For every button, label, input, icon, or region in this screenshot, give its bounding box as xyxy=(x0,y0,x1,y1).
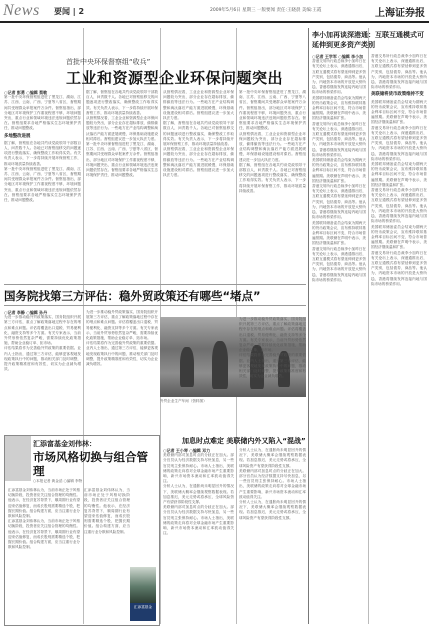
sidebar-headline[interactable]: 李小加再谈深港通：互联互通模式可延伸到更多资产类别 xyxy=(312,31,424,49)
story3-accent-bar xyxy=(5,436,31,481)
story1-column-1 xyxy=(4,90,81,280)
story1-text-a: 第一批中央环保督察组进驻了黑龙江、湖南、江苏、江西、云南、广西、宁夏等八省区，督察期间共受理群众举报案件万余件。督察组指出，部分地区对环境保护工作重视程度不够，环境问题突出，重点行业和领域环境违法违规问题依然存在。督察组要求各地严格落实生态环境保护责任，推动问题整改。 xyxy=(4,95,81,131)
sidebar-byline: ○记者 王学军 ○编辑 李小加 xyxy=(312,54,364,59)
sidebar-text-k: 美国联邦储备委员会结束为期两天的货币政策会议，宣布维持联邦基金利率目标区间不变，符合市场普遍预期。美联储在声明中表示，美国经济继续温和扩张。 xyxy=(371,162,427,187)
sidebar-text-h: 香港交易所行政总裁李小加昨日在有关论坛上表示，深港通推出后，互联互通模式将有望延伸到更多资产类别，包括债券、商品等。他认为，内地资本市场的开放是大势所趋，香港将继续发挥连接内地与国际市场的桥梁作用。 xyxy=(371,54,427,90)
section-label: 要闻 | 2 xyxy=(54,7,85,16)
story1-text-b: 据了解，督察组在各地共约谈党政领导干部数百人，问责数千人。各地已对督察组移交的问题逐项进行整改落实，确保整改工作取得实效。有关负责人表示，下一步将持续开展环保督察工作，推动环境质量持续改善。 xyxy=(4,140,81,166)
story3-byline: ○本报记者 黄金滔 ○编辑 李特 xyxy=(33,479,83,483)
fund-badge: 汇添富基金 xyxy=(130,603,156,621)
sidebar-column-2 xyxy=(371,54,427,622)
story2-text-b: 评估结果将作为完善稳外贸政策的重要依据。业内人士指出，通过第三方评估，能够更客观地发现政策执行中的问题，推动相关部门及时调整，提升政策精准度和有效性，切实为企业减负增效。 xyxy=(4,346,81,372)
story1-byline: ○记者 彭勇 ○编辑 蔡敏 xyxy=(4,90,48,95)
story2-column-1 xyxy=(4,310,81,430)
story2-text-2: 为进一步推动稳外贸政策落实，国务院组织开展第三方评估，重点了解政策落地过程中存在的堵点和难点问题。评估将覆盖出口退税、贸易便利化、融资支持等多个方面。有关专家表示，当前外贸形势依然复杂严峻，需要持续优化政策措施，帮助企业稳订单、拓市场。 xyxy=(86,310,158,341)
sidebar-column-1 xyxy=(312,54,366,622)
column-rule xyxy=(368,28,369,624)
story3-column-2 xyxy=(84,488,130,624)
portrait-photo xyxy=(130,567,156,603)
story1-text-b-2: 据了解，督察组在各地共约谈党政领导干部数百人，问责数千人。各地已对督察组移交的问题逐项进行整改落实，确保整改工作取得实效。有关负责人表示，下一步将持续开展环保督察工作，推动环境质量持续改善。 xyxy=(86,90,158,115)
story1-text-c-2: 从督察情况看，工业企业和资源型企业环保问题较为突出，部分企业存在超标排放、偷排偷放等违法行为。一些地方在产业结构调整和淘汰落后产能方面进展缓慢，环保基础设施建设相对滞后。督察组建议进一步加大执法力度。 xyxy=(163,90,234,121)
photo-caption: 外贸企业生产车间（资料图） xyxy=(160,399,207,403)
sidebar-text-f: 美国联邦储备委员会结束为期两天的货币政策会议，宣布维持联邦基金利率目标区间不变，符合市场普遍预期。美联储在声明中表示，美国经济继续温和扩张。 xyxy=(312,220,366,246)
story3-text: 汇添富基金刘伟林认为，当前市场正处于风格切换阶段，投资者应关注组合管理的均衡性。他表示，在经济复苏背景下，顺周期行业有望迎来估值修复，而成长股则需要精选个股，把握长期价值。组合构建方面，应当注重行业分散和风险控制。 xyxy=(8,488,80,519)
sidebar-subhead: 美联储将货币政策维持不变 xyxy=(371,92,424,98)
story4-text-b: 分析人士认为，在通胀尚未明显回升的情况下，美联储大概率会继续观察数据表现。若加息推迟，美元走势或将承压，全球风险资产有望获得阶段性支撑。 xyxy=(163,484,234,505)
story4-text-2: 美联储内部对加息时点的分歧正在加大。部分官员认为经济数据支持尽快加息，另一些官员则主张保持耐心。市场人士指出，美联储的政策走向将对全球金融市场产生重要影响，新兴市场资本流动和汇率波动值得关注。 xyxy=(163,505,234,536)
story1-headline[interactable]: 工业和资源型企业环保问题突出 xyxy=(66,69,284,87)
story2-rule xyxy=(4,305,306,306)
sidebar-text-j: 香港交易所行政总裁李小加昨日在有关论坛上表示，深港通推出后，互联互通模式将有望延伸到更多资产类别，包括债券、商品等。他认为，内地资本市场的开放是大势所趋，香港将继续发挥连接内地与国际市场的桥梁作用。 xyxy=(371,125,427,161)
story1-kicker: 首批中央环保督察组“收兵” xyxy=(66,58,151,66)
story2-byline: ○记者 李静 ○编辑 孙丹 xyxy=(4,310,48,315)
story2-text-b-2: 评估结果将作为完善稳外贸政策的重要依据。业内人士指出，通过第三方评估，能够更客观地发现政策执行中的问题，推动相关部门及时调整，提升政策精准度和有效性，切实为企业减负增效。 xyxy=(86,341,158,367)
story3-column-1 xyxy=(8,488,80,624)
sidebar-text-e: 香港交易所行政总裁李小加昨日在有关论坛上表示，深港通推出后，互联互通模式将有望延伸到更多资产类别，包括债券、商品等。他认为，内地资本市场的开放是大势所趋，香港将继续发挥连接内地与国际市场的桥梁作用。 xyxy=(312,184,366,220)
story1-text-c-3: 从督察情况看，工业企业和资源型企业环保问题较为突出，部分企业存在超标排放、偷排偷放等违法行为。一些地方在产业结构调整和淘汰落后产能方面进展缓慢，环保基础设施建设相对滞后。督察组建议进一步加大执法力度。 xyxy=(163,147,234,178)
story2-text-b-3: 评估结果将作为完善稳外贸政策的重要依据。业内人士指出，通过第三方评估，能够更客观地发现政策执行中的问题，推动相关部门及时调整，提升政策精准度和有效性，切实为企业减负增效。 xyxy=(239,353,306,379)
story4-text: 美联储内部对加息时点的分歧正在加大。部分官员认为经济数据支持尽快加息，另一些官员则主张保持耐心。市场人士指出，美联储的政策走向将对全球金融市场产生重要影响，新兴市场资本流动和汇率波动值得关注。 xyxy=(163,453,234,484)
story3-headline[interactable]: 市场风格切换与组合管理 xyxy=(33,450,148,478)
header-rule xyxy=(0,21,429,23)
section-divider xyxy=(4,284,306,285)
story1-text-a-cont: 第一批中央环保督察组进驻了黑龙江、湖南、江苏、江西、云南、广西、宁夏等八省区，督察期间共受理群众举报案件万余件。督察组指出，部分地区对环境保护工作重视程度不够，环境问题突出，重点行业和领域环境违法违规问题依然存在。督察组要求各地严格落实生态环境保护责任，推动问题整改。 xyxy=(4,166,81,203)
story1-text-b-4: 据了解，督察组在各地共约谈党政领导干部数百人，问责数千人。各地已对督察组移交的问题逐项进行整改落实，确保整改工作取得实效。有关负责人表示，下一步将持续开展环保督察工作，推动环境质量持续改善。 xyxy=(239,162,306,193)
story1-text-c-4: 从督察情况看，工业企业和资源型企业环保问题较为突出，部分企业存在超标排放、偷排偷放等违法行为。一些地方在产业结构调整和淘汰落后产能方面进展缓慢，环保基础设施建设相对滞后。督察组建议进一步加大执法力度。 xyxy=(239,131,306,162)
story2-text: 为进一步推动稳外贸政策落实，国务院组织开展第三方评估，重点了解政策落地过程中存在的堵点和难点问题。评估将覆盖出口退税、贸易便利化、融资支持等多个方面。有关专家表示，当前外贸形势依然复杂严峻，需要持续优化政策措施，帮助企业稳订单、拓市场。 xyxy=(4,315,81,346)
page-header xyxy=(0,0,429,22)
date-line: 2009年5月6日 星期三 一版要闻 责任:王晓晨 美编:王霞 xyxy=(210,8,322,13)
story4-column-1 xyxy=(163,448,234,624)
story4-text-3: 美联储内部对加息时点的分歧正在加大。部分官员认为经济数据支持尽快加息，另一些官员则主张保持耐心。市场人士指出，美联储的政策走向将对全球金融市场产生重要影响，新兴市场资本流动和汇率波动值得关注。 xyxy=(239,468,306,499)
sidebar-text-d: 美国联邦储备委员会结束为期两天的货币政策会议，宣布维持联邦基金利率目标区间不变，符合市场普遍预期。美联储在声明中表示，美国经济继续温和扩张。 xyxy=(312,158,366,183)
sidebar-text-n: 香港交易所行政总裁李小加昨日在有关论坛上表示，深港通推出后，互联互通模式将有望延伸到更多资产类别，包括债券、商品等。他认为，内地资本市场的开放是大势所趋，香港将继续发挥连接内地与国际市场的桥梁作用。 xyxy=(371,250,427,286)
story1-column-4 xyxy=(239,90,306,280)
story1-text-a-4: 第一批中央环保督察组进驻了黑龙江、湖南、江苏、江西、云南、广西、宁夏等八省区，督察期间共受理群众举报案件万余件。督察组指出，部分地区对环境保护工作重视程度不够，环境问题突出，重点行业和领域环境违法违规问题依然存在。督察组要求各地严格落实生态环境保护责任，推动问题整改。 xyxy=(239,90,306,131)
story2-column-2 xyxy=(86,310,158,430)
column-rule xyxy=(308,28,309,624)
story3-text-3: 汇添富基金刘伟林认为，当前市场正处于风格切换阶段，投资者应关注组合管理的均衡性。他表示，在经济复苏背景下，顺周期行业有望迎来估值修复，而成长股则需要精选个股，把握长期价值。组合构建方面，应当注重行业分散和风险控制。 xyxy=(84,488,130,534)
story1-column-3 xyxy=(163,90,234,280)
story4-text-b-2: 分析人士认为，在通胀尚未明显回升的情况下，美联储大概率会继续观察数据表现。若加息推迟，美元走势或将承压，全球风险资产有望获得阶段性支撑。 xyxy=(239,448,306,468)
story1-subhead: 多地整改进展 xyxy=(4,133,31,139)
sidebar-text-b: 美国联邦储备委员会结束为期两天的货币政策会议，宣布维持联邦基金利率目标区间不变，符合市场普遍预期。美联储在声明中表示，美国经济继续温和扩张。 xyxy=(312,95,366,121)
story1-text-b-3: 据了解，督察组在各地共约谈党政领导干部数百人，问责数千人。各地已对督察组移交的问题逐项进行整改落实，确保整改工作取得实效。有关负责人表示，下一步将持续开展环保督察工作，推动环境质量持续改善。 xyxy=(163,121,234,147)
story4-text-b-3: 分析人士认为，在通胀尚未明显回升的情况下，美联储大概率会继续观察数据表现。若加息推迟，美元走势或将承压，全球风险资产有望获得阶段性支撑。 xyxy=(239,500,306,520)
story1-column-2 xyxy=(86,90,158,280)
story1-text-a-2: 第一批中央环保督察组进驻了黑龙江、湖南、江苏、江西、云南、广西、宁夏等八省区，督察期间共受理群众举报案件万余件。督察组指出，部分地区对环境保护工作重视程度不够，环境问题突出，重点行业和领域环境违法违规问题依然存在。督察组要求各地严格落实生态环境保护责任，推动问题整改。 xyxy=(86,142,158,178)
sidebar-text-m: 美国联邦储备委员会结束为期两天的货币政策会议，宣布维持联邦基金利率目标区间不变，符合市场普遍预期。美联储在声明中表示，美国经济继续温和扩张。 xyxy=(371,224,427,250)
story4-column-2 xyxy=(239,448,306,624)
sidebar-text-i: 美国联邦储备委员会结束为期两天的货币政策会议，宣布维持联邦基金利率目标区间不变，符合市场普遍预期。美联储在声明中表示，美国经济继续温和扩张。 xyxy=(371,99,427,125)
story3-kicker: 汇添富基金刘伟林： xyxy=(33,440,96,448)
paper-name: 上海证券报 xyxy=(375,8,425,19)
story2-text-3: 为进一步推动稳外贸政策落实，国务院组织开展第三方评估，重点了解政策落地过程中存在的堵点和难点问题。评估将覆盖出口退税、贸易便利化、融资支持等多个方面。有关专家表示，当前外贸形势依然复杂严峻，需要持续优化政策措施，帮助企业稳订单、拓市场。 xyxy=(239,317,306,353)
story3-text-2: 汇添富基金刘伟林认为，当前市场正处于风格切换阶段，投资者应关注组合管理的均衡性。他表示，在经济复苏背景下，顺周期行业有望迎来估值修复，而成长股则需要精选个股，把握长期价值。组合构建方面，应当注重行业分散和风险控制。 xyxy=(8,519,80,550)
sidebar-text-c: 香港交易所行政总裁李小加昨日在有关论坛上表示，深港通推出后，互联互通模式将有望延伸到更多资产类别，包括债券、商品等。他认为，内地资本市场的开放是大势所趋，香港将继续发挥连接内地与国际市场的桥梁作用。 xyxy=(312,121,366,157)
sidebar-text-l: 香港交易所行政总裁李小加昨日在有关论坛上表示，深港通推出后，互联互通模式将有望延伸到更多资产类别，包括债券、商品等。他认为，内地资本市场的开放是大势所趋，香港将继续发挥连接内地与国际市场的桥梁作用。 xyxy=(371,188,427,224)
story4-headline[interactable]: 加息时点难定 美联储内外又陷入“混战” xyxy=(182,437,306,445)
sidebar-text-g: 香港交易所行政总裁李小加昨日在有关论坛上表示，深港通推出后，互联互通模式将有望延伸到更多资产类别，包括债券、商品等。他认为，内地资本市场的开放是大势所趋，香港将继续发挥连接内地与国际市场的桥梁作用。 xyxy=(312,246,366,282)
sidebar-text: 香港交易所行政总裁李小加昨日在有关论坛上表示，深港通推出后，互联互通模式将有望延伸到更多资产类别，包括债券、商品等。他认为，内地资本市场的开放是大势所趋，香港将继续发挥连接内地与国际市场的桥梁作用。 xyxy=(312,59,366,95)
story2-column-3 xyxy=(239,317,306,430)
story4-byline: ○记者 王小琴 ○编辑 邓力 xyxy=(163,448,211,453)
story2-headline[interactable]: 国务院找第三方评估：稳外贸政策还有哪些“堵点” xyxy=(4,289,261,303)
story1-text-c: 从督察情况看，工业企业和资源型企业环保问题较为突出，部分企业存在超标排放、偷排偷放等违法行为。一些地方在产业结构调整和淘汰落后产能方面进展缓慢，环保基础设施建设相对滞后。督察组建议进一步加大执法力度。 xyxy=(86,116,158,141)
news-label: News xyxy=(3,2,40,19)
